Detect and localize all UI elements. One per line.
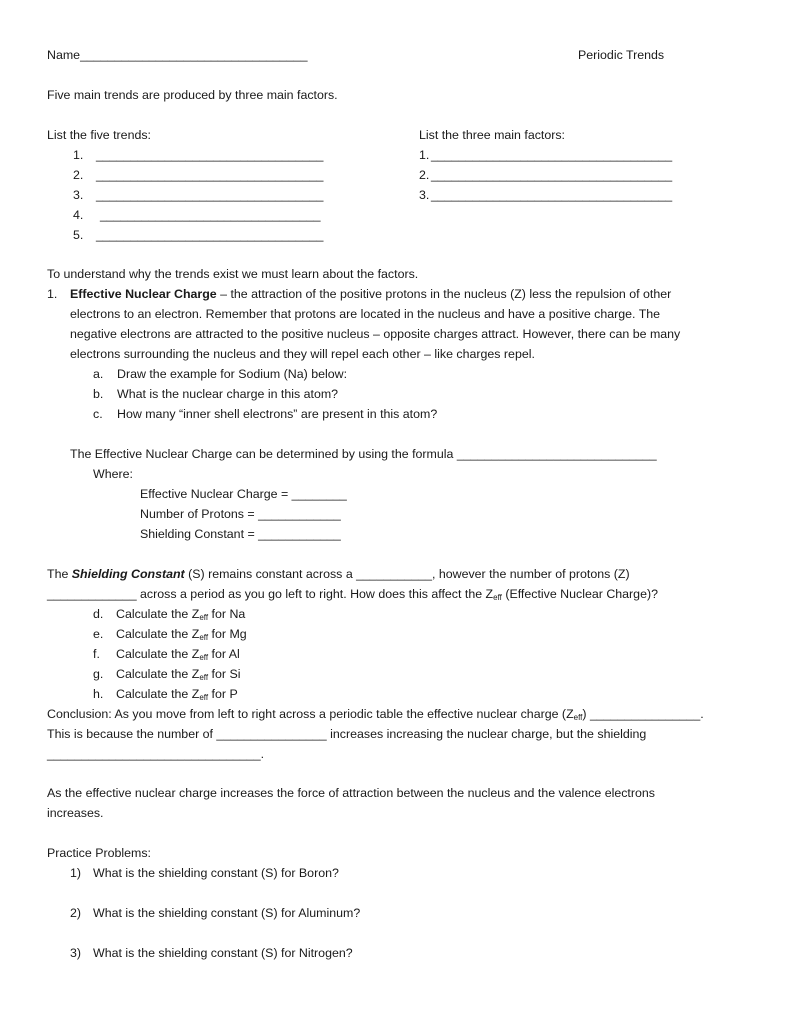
trend-item xyxy=(73,228,324,243)
factor-blank[interactable]: ___________________________________ xyxy=(431,168,673,182)
sub-item-letter: b. xyxy=(93,387,104,401)
enc-line xyxy=(70,287,671,302)
sub-item xyxy=(93,407,438,422)
practice-number: 1) xyxy=(70,866,82,880)
attraction-line: As the effective nuclear charge increases the force of attraction between the nucleus and the valence electrons xyxy=(47,786,655,800)
calc-letter: g. xyxy=(93,667,104,681)
trend-blank[interactable]: _________________________________ xyxy=(96,168,324,182)
sub-item-text: Draw the example for Sodium (Na) below: xyxy=(117,367,348,381)
trend-number: 1. xyxy=(73,148,84,162)
sub-item xyxy=(93,387,339,402)
shielding-text: (Effective Nuclear Charge)? xyxy=(501,587,658,601)
practice-item xyxy=(70,906,361,921)
factor-blank[interactable]: ___________________________________ xyxy=(431,188,673,202)
factor-item xyxy=(419,168,673,183)
practice-item xyxy=(70,866,339,881)
calc-text: Calculate the $Z_{eff}$ for Na xyxy=(116,607,246,622)
factor-number: 2. xyxy=(419,168,430,182)
calc-text: Calculate the $Z_{eff}$ for Al xyxy=(116,647,240,662)
calc-item xyxy=(93,607,246,622)
trend-number: 4. xyxy=(73,208,84,222)
calc-text: Calculate the $Z_{eff}$ for Mg xyxy=(116,627,247,642)
formula-row: Effective Nuclear Charge = ________ xyxy=(140,487,347,501)
conclusion-line: _______________________________. xyxy=(47,747,265,761)
factor-blank[interactable]: ___________________________________ xyxy=(431,148,673,162)
enc-number: 1. xyxy=(47,287,58,301)
practice-number: 2) xyxy=(70,906,82,920)
calc-item xyxy=(93,627,247,642)
trend-item xyxy=(73,168,324,183)
calc-letter: d. xyxy=(93,607,104,621)
where-label: Where: xyxy=(93,467,133,481)
sub-item-letter: c. xyxy=(93,407,103,421)
enc-line: negative electrons are attracted to the positive nucleus – opposite charges attract. However, there can be many xyxy=(70,327,681,341)
trend-item xyxy=(73,208,321,223)
trend-blank[interactable]: _________________________________ xyxy=(96,228,324,242)
calc-item xyxy=(93,667,241,682)
factor-number: 1. xyxy=(419,148,430,162)
enc-line: electrons to an electron. Remember that protons are located in the nucleus and have a positive charge. The xyxy=(70,307,661,321)
conclusion-line: Conclusion: As you move from left to right across a periodic table the effective nuclear charge $(Z_{eff})$ ________________. xyxy=(47,707,704,722)
practice-item xyxy=(70,946,353,961)
conclusion-line: This is because the number of ________________ increases increasing the nuclear charge, but the shielding xyxy=(47,727,647,741)
practice-question: What is the shielding constant (S) for Boron? xyxy=(93,866,339,880)
enc-term: Effective Nuclear Charge xyxy=(70,287,217,301)
enc-definition: – the attraction of the positive protons in the nucleus (Z) less the repulsion of other xyxy=(216,287,672,301)
sub-item xyxy=(93,367,348,382)
intro-text: Five main trends are produced by three main factors. xyxy=(47,88,338,102)
shielding-term: Shielding Constant xyxy=(71,567,185,581)
trend-number: 2. xyxy=(73,168,84,182)
trend-blank[interactable]: ________________________________ xyxy=(100,208,321,222)
calc-item xyxy=(93,647,240,662)
practice-question: What is the shielding constant (S) for Aluminum? xyxy=(93,906,361,920)
trend-blank[interactable]: _________________________________ xyxy=(96,148,324,162)
factor-number: 3. xyxy=(419,188,430,202)
calc-text: Calculate the $Z_{eff}$ for P xyxy=(116,687,238,702)
calc-text: Calculate the $Z_{eff}$ for Si xyxy=(116,667,241,682)
name-label: Name xyxy=(47,48,81,62)
sub-item-text: How many “inner shell electrons” are present in this atom? xyxy=(117,407,438,421)
calc-letter: e. xyxy=(93,627,104,641)
practice-heading: Practice Problems: xyxy=(47,846,151,860)
shielding-text: (S) remains constant across a ___________, however the number of protons (Z) xyxy=(184,567,630,581)
practice-number: 3) xyxy=(70,946,82,960)
practice-question: What is the shielding constant (S) for Nitrogen? xyxy=(93,946,353,960)
name-blank[interactable]: _________________________________ xyxy=(80,48,308,62)
shielding-text: _____________ across a period as you go left to right. How does this affect the Z xyxy=(47,587,494,601)
shielding-pre: The xyxy=(47,567,72,581)
formula-row: Number of Protons = ____________ xyxy=(140,507,341,521)
page-title: Periodic Trends xyxy=(578,48,665,62)
factors-heading: List the three main factors: xyxy=(419,128,566,142)
calc-item xyxy=(93,687,238,702)
trend-item xyxy=(73,148,324,163)
shielding-line xyxy=(47,567,630,582)
formula-row: Shielding Constant = ____________ xyxy=(140,527,341,541)
trends-heading: List the five trends: xyxy=(47,128,151,142)
sub-item-letter: a. xyxy=(93,367,104,381)
trend-blank[interactable]: _________________________________ xyxy=(96,188,324,202)
sub-item-text: What is the nuclear charge in this atom? xyxy=(117,387,339,401)
trend-item xyxy=(73,188,324,203)
factor-item xyxy=(419,148,673,163)
formula-text: The Effective Nuclear Charge can be determined by using the formula _____________________________ xyxy=(70,447,657,461)
trend-number: 3. xyxy=(73,188,84,202)
attraction-line: increases. xyxy=(47,806,104,820)
trend-number: 5. xyxy=(73,228,84,242)
factor-item xyxy=(419,188,673,203)
zeff-subscript: eff xyxy=(573,713,583,722)
calc-letter: h. xyxy=(93,687,104,701)
enc-line: electrons surrounding the nucleus and they will repel each other – like charges repel. xyxy=(70,347,535,361)
zeff-subscript: eff xyxy=(493,593,502,602)
name-field-row xyxy=(47,48,307,63)
calc-letter: f. xyxy=(93,647,100,661)
understand-text: To understand why the trends exist we must learn about the factors. xyxy=(47,267,419,281)
shielding-line xyxy=(47,587,658,602)
